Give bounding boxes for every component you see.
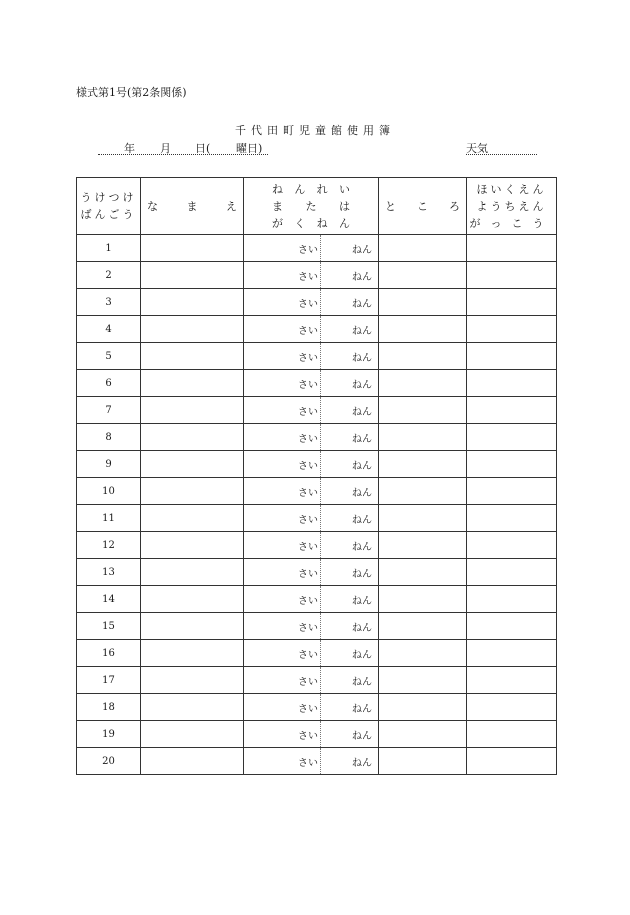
age-grade-cell[interactable]	[244, 694, 379, 721]
name-cell[interactable]	[141, 424, 244, 451]
reception-number-cell: 13	[77, 559, 141, 586]
age-unit-label: さい	[298, 407, 318, 418]
table-row	[77, 235, 557, 262]
age-grade-cell[interactable]	[244, 235, 379, 262]
name-cell[interactable]	[141, 613, 244, 640]
date-day-label: 日(	[195, 142, 211, 155]
age-divider	[320, 586, 321, 612]
address-cell[interactable]	[379, 613, 467, 640]
age-divider	[320, 262, 321, 288]
address-cell[interactable]	[379, 748, 467, 775]
age-grade-cell[interactable]	[244, 532, 379, 559]
age-grade-cell[interactable]	[244, 370, 379, 397]
date-month-label: 月	[160, 142, 171, 155]
header-name	[141, 178, 244, 235]
grade-unit-label: ねん	[352, 488, 372, 499]
address-cell[interactable]	[379, 667, 467, 694]
age-grade-cell[interactable]	[244, 748, 379, 775]
reception-number-cell: 19	[77, 721, 141, 748]
reception-number-cell: 9	[77, 451, 141, 478]
name-cell[interactable]	[141, 532, 244, 559]
table-row	[77, 451, 557, 478]
address-cell[interactable]	[379, 532, 467, 559]
age-divider	[320, 640, 321, 666]
school-cell[interactable]	[467, 748, 557, 775]
age-unit-label: さい	[298, 488, 318, 499]
age-unit-label: さい	[298, 542, 318, 553]
age-unit-label: さい	[298, 758, 318, 769]
weather-label: 天気	[466, 142, 488, 155]
address-cell[interactable]	[379, 424, 467, 451]
grade-unit-label: ねん	[352, 407, 372, 418]
school-cell[interactable]	[467, 235, 557, 262]
date-weekday-label: 曜日)	[236, 142, 263, 155]
age-unit-label: さい	[298, 461, 318, 472]
grade-unit-label: ねん	[352, 596, 372, 607]
age-divider	[320, 721, 321, 747]
age-divider	[320, 532, 321, 558]
age-divider	[320, 397, 321, 423]
school-cell[interactable]	[467, 640, 557, 667]
header-address-char: と	[385, 200, 396, 213]
age-grade-cell[interactable]	[244, 424, 379, 451]
header-age-grade	[244, 178, 379, 235]
header-age-char: い	[338, 182, 350, 196]
age-grade-cell[interactable]	[244, 613, 379, 640]
age-divider	[320, 613, 321, 639]
reception-number-cell: 16	[77, 640, 141, 667]
address-cell[interactable]	[379, 559, 467, 586]
address-cell[interactable]	[379, 316, 467, 343]
age-divider	[320, 505, 321, 531]
age-unit-label: さい	[298, 326, 318, 337]
header-reception-line: うけつけ	[80, 191, 137, 204]
header-name-char: な	[147, 200, 158, 213]
grade-unit-label: ねん	[352, 704, 372, 715]
reception-number-cell: 3	[77, 289, 141, 316]
reception-number-cell: 4	[77, 316, 141, 343]
grade-unit-label: ねん	[352, 569, 372, 580]
table-row	[77, 667, 557, 694]
school-cell[interactable]	[467, 316, 557, 343]
age-divider	[320, 370, 321, 396]
header-grade-char: ね	[316, 216, 328, 230]
header-reception-number	[77, 178, 141, 235]
table-row	[77, 478, 557, 505]
age-unit-label: さい	[298, 704, 318, 715]
header-school	[467, 178, 557, 235]
school-cell[interactable]	[467, 505, 557, 532]
grade-unit-label: ねん	[352, 353, 372, 364]
page-title: 千代田町児童館使用簿	[235, 124, 395, 137]
age-grade-cell[interactable]	[244, 667, 379, 694]
header-address-char: こ	[417, 200, 428, 213]
name-cell[interactable]	[141, 289, 244, 316]
name-cell[interactable]	[141, 343, 244, 370]
address-cell[interactable]	[379, 640, 467, 667]
age-grade-cell[interactable]	[244, 397, 379, 424]
school-cell[interactable]	[467, 343, 557, 370]
grade-unit-label: ねん	[352, 758, 372, 769]
table-row	[77, 559, 557, 586]
header-age-char: ね	[272, 182, 283, 196]
school-cell[interactable]	[467, 451, 557, 478]
usage-register-table	[76, 177, 557, 775]
age-divider	[320, 343, 321, 369]
table-row	[77, 532, 557, 559]
reception-number-cell: 12	[77, 532, 141, 559]
name-cell[interactable]	[141, 370, 244, 397]
age-unit-label: さい	[298, 515, 318, 526]
header-address	[379, 178, 467, 235]
table-row	[77, 343, 557, 370]
weather-field	[466, 140, 537, 155]
table-row	[77, 397, 557, 424]
header-address-char: ろ	[449, 200, 460, 213]
grade-unit-label: ねん	[352, 326, 372, 337]
reception-number-cell: 7	[77, 397, 141, 424]
age-divider	[320, 235, 321, 261]
age-grade-cell[interactable]	[244, 586, 379, 613]
name-cell[interactable]	[141, 586, 244, 613]
age-divider	[320, 451, 321, 477]
header-or-char: ま	[272, 199, 283, 213]
address-cell[interactable]	[379, 289, 467, 316]
school-cell[interactable]	[467, 397, 557, 424]
reception-number-cell: 18	[77, 694, 141, 721]
address-cell[interactable]	[379, 397, 467, 424]
header-name-char: ま	[186, 200, 198, 213]
header-reception-line: ばんごう	[80, 208, 137, 221]
reception-number-cell: 10	[77, 478, 141, 505]
school-cell[interactable]	[467, 586, 557, 613]
grade-unit-label: ねん	[352, 731, 372, 742]
address-cell[interactable]	[379, 586, 467, 613]
address-cell[interactable]	[379, 451, 467, 478]
address-cell[interactable]	[379, 370, 467, 397]
school-cell[interactable]	[467, 667, 557, 694]
grade-unit-label: ねん	[352, 272, 372, 283]
school-cell[interactable]	[467, 559, 557, 586]
name-cell[interactable]	[141, 694, 244, 721]
reception-number-cell: 14	[77, 586, 141, 613]
table-row	[77, 748, 557, 775]
age-grade-cell[interactable]	[244, 478, 379, 505]
age-unit-label: さい	[298, 623, 318, 634]
address-cell[interactable]	[379, 262, 467, 289]
header-age-char: ん	[294, 182, 306, 196]
reception-number-cell: 15	[77, 613, 141, 640]
school-cell[interactable]	[467, 424, 557, 451]
age-unit-label: さい	[298, 731, 318, 742]
grade-unit-label: ねん	[352, 515, 372, 526]
age-grade-cell[interactable]	[244, 505, 379, 532]
school-cell[interactable]	[467, 721, 557, 748]
age-divider	[320, 478, 321, 504]
name-cell[interactable]	[141, 640, 244, 667]
age-unit-label: さい	[298, 677, 318, 688]
grade-unit-label: ねん	[352, 650, 372, 661]
school-cell[interactable]	[467, 532, 557, 559]
address-cell[interactable]	[379, 505, 467, 532]
reception-number-cell: 1	[77, 235, 141, 262]
name-cell[interactable]	[141, 316, 244, 343]
header-or-char: は	[339, 199, 350, 213]
age-grade-cell[interactable]	[244, 640, 379, 667]
table-header-row	[77, 178, 557, 235]
table-row	[77, 316, 557, 343]
grade-unit-label: ねん	[352, 677, 372, 688]
name-cell[interactable]	[141, 667, 244, 694]
reception-number-cell: 8	[77, 424, 141, 451]
reception-number-cell: 2	[77, 262, 141, 289]
address-cell[interactable]	[379, 478, 467, 505]
age-unit-label: さい	[298, 650, 318, 661]
age-unit-label: さい	[298, 353, 318, 364]
school-cell[interactable]	[467, 289, 557, 316]
header-grade-char: が	[272, 216, 283, 230]
age-divider	[320, 316, 321, 342]
name-cell[interactable]	[141, 478, 244, 505]
address-cell[interactable]	[379, 235, 467, 262]
age-grade-cell[interactable]	[244, 316, 379, 343]
reception-number-cell: 6	[77, 370, 141, 397]
age-unit-label: さい	[298, 596, 318, 607]
school-cell[interactable]	[467, 262, 557, 289]
age-unit-label: さい	[298, 569, 318, 580]
name-cell[interactable]	[141, 748, 244, 775]
grade-unit-label: ねん	[352, 299, 372, 310]
header-name-char: え	[226, 200, 237, 213]
address-cell[interactable]	[379, 721, 467, 748]
address-cell[interactable]	[379, 694, 467, 721]
school-cell[interactable]	[467, 370, 557, 397]
name-cell[interactable]	[141, 505, 244, 532]
grade-unit-label: ねん	[352, 542, 372, 553]
school-cell[interactable]	[467, 613, 557, 640]
name-cell[interactable]	[141, 721, 244, 748]
age-grade-cell[interactable]	[244, 262, 379, 289]
table-row	[77, 586, 557, 613]
age-unit-label: さい	[298, 380, 318, 391]
name-cell[interactable]	[141, 262, 244, 289]
age-divider	[320, 748, 321, 774]
name-cell[interactable]	[141, 397, 244, 424]
grade-unit-label: ねん	[352, 461, 372, 472]
age-grade-cell[interactable]	[244, 721, 379, 748]
reception-number-cell: 20	[77, 748, 141, 775]
school-cell[interactable]	[467, 694, 557, 721]
address-cell[interactable]	[379, 343, 467, 370]
reception-number-cell: 5	[77, 343, 141, 370]
age-grade-cell[interactable]	[244, 451, 379, 478]
age-grade-cell[interactable]	[244, 289, 379, 316]
form-number-label: 様式第1号(第2条関係)	[76, 86, 187, 99]
table-row	[77, 370, 557, 397]
age-grade-cell[interactable]	[244, 343, 379, 370]
header-age-char: れ	[316, 182, 328, 196]
table-row	[77, 613, 557, 640]
header-or-char: た	[305, 199, 317, 213]
header-school-line: がっこう	[469, 216, 554, 230]
table-row	[77, 640, 557, 667]
age-unit-label: さい	[298, 299, 318, 310]
age-unit-label: さい	[298, 434, 318, 445]
table-row	[77, 262, 557, 289]
age-unit-label: さい	[298, 245, 318, 256]
header-grade-char: く	[294, 216, 306, 230]
header-grade-char: ん	[338, 216, 350, 230]
age-unit-label: さい	[298, 272, 318, 283]
table-row	[77, 289, 557, 316]
table-row	[77, 505, 557, 532]
header-school-line: ほいくえん	[476, 182, 547, 196]
grade-unit-label: ねん	[352, 434, 372, 445]
age-divider	[320, 424, 321, 450]
reception-number-cell: 11	[77, 505, 141, 532]
name-cell[interactable]	[141, 235, 244, 262]
date-year-label: 年	[124, 142, 135, 155]
header-school-line: ようちえん	[476, 199, 547, 213]
grade-unit-label: ねん	[352, 380, 372, 391]
age-divider	[320, 694, 321, 720]
name-cell[interactable]	[141, 559, 244, 586]
grade-unit-label: ねん	[352, 245, 372, 256]
table-row	[77, 694, 557, 721]
table-row	[77, 721, 557, 748]
school-cell[interactable]	[467, 478, 557, 505]
age-divider	[320, 667, 321, 693]
name-cell[interactable]	[141, 451, 244, 478]
date-field	[98, 140, 268, 155]
age-divider	[320, 559, 321, 585]
grade-unit-label: ねん	[352, 623, 372, 634]
reception-number-cell: 17	[77, 667, 141, 694]
age-divider	[320, 289, 321, 315]
age-grade-cell[interactable]	[244, 559, 379, 586]
table-row	[77, 424, 557, 451]
